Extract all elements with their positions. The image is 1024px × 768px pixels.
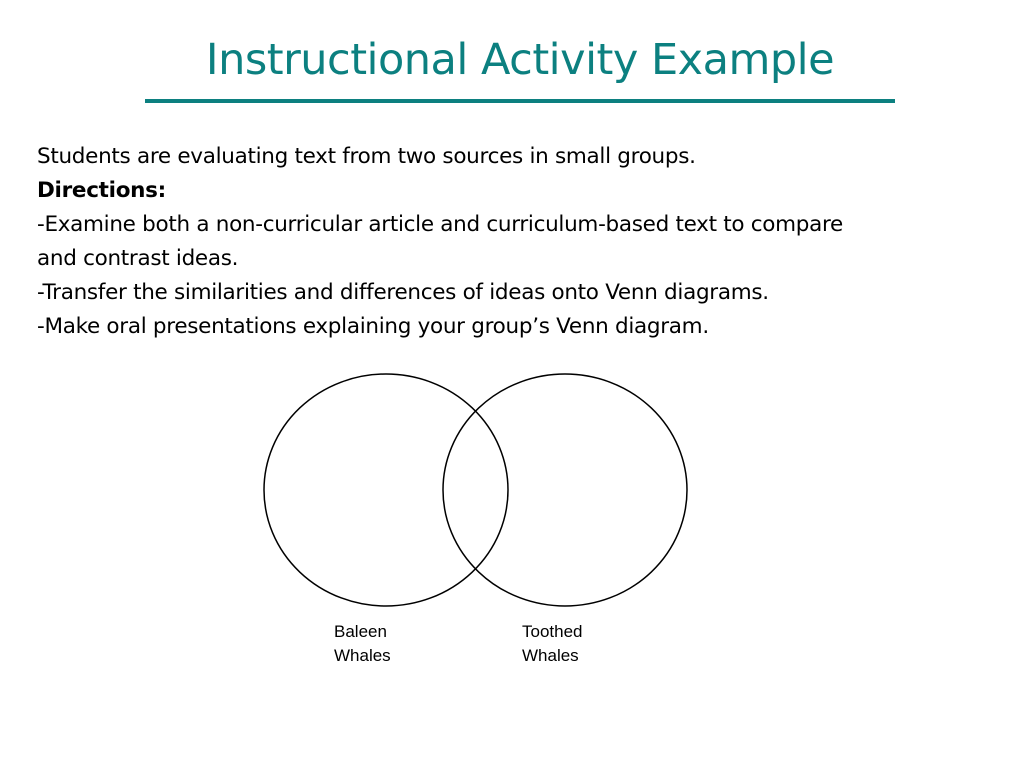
intro-text: Students are evaluating text from two sources in small groups. — [37, 144, 696, 169]
direction-line: -Make oral presentations explaining your group’s Venn diagram. — [37, 314, 709, 339]
slide-title: Instructional Activity Example — [205, 35, 835, 85]
title-underline — [145, 99, 895, 103]
venn-right-circle — [443, 374, 687, 606]
venn-left-label-line: Whales — [334, 646, 391, 665]
slide-body — [37, 140, 1012, 344]
venn-right-label-line: Whales — [522, 646, 579, 665]
directions-heading: Directions: — [37, 178, 166, 203]
venn-left-circle — [264, 374, 508, 606]
direction-line: -Examine both a non-curricular article and curriculum-based text to compare — [37, 212, 843, 237]
direction-line: and contrast ideas. — [37, 246, 239, 271]
direction-line: -Transfer the similarities and differences of ideas onto Venn diagrams. — [37, 280, 769, 305]
venn-diagram — [255, 365, 705, 615]
venn-left-label — [334, 620, 454, 668]
venn-left-label-line: Baleen — [334, 622, 387, 641]
venn-right-label — [522, 620, 642, 668]
venn-right-label-line: Toothed — [522, 622, 583, 641]
